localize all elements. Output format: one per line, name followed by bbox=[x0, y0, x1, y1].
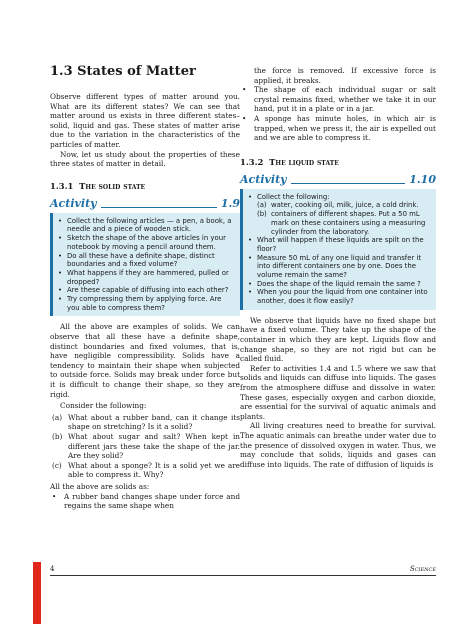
bullet-icon: • bbox=[248, 253, 253, 262]
activity-list bbox=[248, 192, 432, 306]
subsection-number: 1.3.1 bbox=[50, 180, 74, 191]
intro-paragraph: Observe different types of matter around you. What are its different states? We can see that matter around us exists in three different states– solid, liquid and gas. These states of matter arise due to the variation in the characteristics of the particles of matter. bbox=[50, 92, 240, 149]
activity-body bbox=[240, 189, 436, 310]
liquids-paragraph: We observe that liquids have no fixed shape but have a fixed volume. They take up the shape of the container in which they are kept. Liquids flow and change shape, so they are not rigid but can be called fluid. bbox=[240, 315, 436, 364]
activity-header bbox=[240, 173, 436, 186]
activity-item: • Try compressing them by applying force. Are you able to compress them? bbox=[58, 295, 222, 312]
activity-body bbox=[50, 213, 240, 317]
subsection-heading-solid bbox=[50, 181, 240, 191]
all-above-line: All the above are solids as: bbox=[50, 481, 150, 491]
activity-rule bbox=[291, 183, 406, 184]
bullet-icon: • bbox=[242, 113, 247, 123]
solid-reasons-list bbox=[50, 492, 240, 511]
subsection-title: The liquid state bbox=[269, 156, 339, 167]
bullet-icon: • bbox=[52, 491, 57, 501]
bullet-icon: • bbox=[58, 234, 63, 243]
activity-number: 1.10 bbox=[409, 172, 436, 186]
question-item: (c) What about a sponge? It is a solid yet we are able to compress it. Why? bbox=[52, 460, 240, 480]
question-item: (b) What about sugar and salt? When kept in different jars these take the shape of the jar. Are they solid? bbox=[52, 432, 240, 461]
bullet-icon: • bbox=[248, 279, 253, 288]
activity-item: • When you pour the liquid from one container into another, does it flow easily? bbox=[248, 288, 428, 306]
activity-item: • Do all these have a definite shape, distinct boundaries and a fixed volume? bbox=[58, 251, 215, 269]
bullet-icon: • bbox=[248, 288, 253, 297]
right-column bbox=[240, 66, 436, 469]
left-column bbox=[50, 92, 240, 511]
activity-item: • What happens if they are hammered, pulled or dropped? bbox=[58, 268, 229, 286]
intro-paragraph-2: Now, let us study about the properties of these three states of matter in detail. bbox=[50, 149, 240, 169]
footer-rule bbox=[50, 575, 436, 576]
bullet-icon: • bbox=[58, 268, 63, 277]
activity-box-1-9 bbox=[50, 197, 240, 317]
breathing-paragraph: All living creatures need to breathe for survival. The aquatic animals can breathe under water due to the presence of dissolved oxygen in water. Thus, we may conclude that solids, liquids and gases can diffuse into liquids. The rate of diffusion of liquids is bbox=[240, 421, 436, 469]
bullet-icon: • bbox=[248, 192, 253, 201]
activity-list bbox=[58, 216, 236, 313]
activity-item: • Are these capable of diffusing into each other? bbox=[58, 286, 229, 295]
reason-item: • A sponge has minute holes, in which air is trapped, when we press it, the air is expelled out and we are able to compress it. bbox=[242, 113, 436, 143]
diffusion-paragraph: Refer to activities 1.4 and 1.5 where we saw that solids and liquids can diffuse into liquids. The gases from the atmosphere diffuse and dissolve in water. These gases, especially oxygen and carbon dioxide, are essential for the survival of aquatic animals and plants. bbox=[240, 363, 436, 421]
activity-sublist bbox=[257, 201, 432, 236]
question-item: (a) What about a rubber band, can it change its shape on stretching? Is it a solid? bbox=[52, 412, 240, 432]
subsection-number: 1.3.2 bbox=[240, 156, 264, 167]
activity-item: • Collect the following: (a) water, cooking oil, milk, juice, a cold drink. (b) containers of different shapes. Put a 50 mL mark on these containers using a measuring cylinder from the laboratory. bbox=[257, 193, 432, 237]
subsection-title: The solid state bbox=[79, 180, 146, 191]
activity-subitem: (b) containers of different shapes. Put a 50 mL mark on these containers using a measuring cylinder from the laboratory. bbox=[257, 210, 426, 236]
bullet-icon: • bbox=[58, 295, 63, 304]
activity-item: • Collect the following articles — a pen, a book, a needle and a piece of wooden stick. bbox=[58, 216, 232, 234]
activity-item: • Sketch the shape of the above articles in your notebook by moving a pencil around them. bbox=[58, 234, 226, 251]
activity-label: Activity bbox=[50, 196, 97, 210]
question-list bbox=[50, 413, 240, 480]
footer-accent-bar bbox=[33, 562, 41, 624]
reason-item: • A rubber band changes shape under force and regains the same shape when bbox=[52, 491, 240, 511]
bullet-icon: • bbox=[242, 85, 247, 95]
bullet-icon: • bbox=[58, 251, 63, 260]
activity-item: • What will happen if these liquids are spilt on the floor? bbox=[248, 236, 424, 253]
consider-line: Consider the following: bbox=[60, 401, 147, 411]
bullet-icon: • bbox=[248, 236, 253, 245]
activity-number: 1.9 bbox=[220, 196, 240, 210]
page-number: 4 bbox=[50, 565, 55, 573]
activity-subitem: (a) water, cooking oil, milk, juice, a cold drink. bbox=[257, 201, 419, 210]
activity-rule bbox=[101, 207, 217, 208]
bullet-icon: • bbox=[58, 216, 63, 225]
solid-reasons-list-cont bbox=[240, 85, 436, 143]
footer-subject: Science bbox=[409, 565, 436, 573]
subsection-heading-liquid bbox=[240, 157, 436, 167]
activity-box-1-10 bbox=[240, 173, 436, 310]
bullet-icon: • bbox=[58, 286, 63, 295]
reason-item: • The shape of each individual sugar or salt crystal remains fixed, whether we take it in our hand, put it in a plate or in a jar. bbox=[242, 85, 436, 114]
activity-item: • Measure 50 mL of any one liquid and transfer it into different containers one by one. Does the volume remain the same? bbox=[248, 253, 422, 280]
activity-item: • Does the shape of the liquid remain the same ? bbox=[248, 279, 421, 288]
continued-text: the force is removed. If excessive force is applied, it breaks. bbox=[254, 66, 436, 85]
section-title: 1.3 States of Matter bbox=[50, 64, 196, 79]
activity-header bbox=[50, 197, 240, 210]
activity-label: Activity bbox=[240, 172, 287, 186]
solids-paragraph: All the above are examples of solids. We can observe that all these have a definite shape, distinct boundaries and fixed volumes, that is, have negligible compressibility. Solids have a tendency to maintain their shape when subjected to outside force. Solids may break under force but it is difficult to change their shape, so they are rigid. bbox=[50, 322, 240, 399]
